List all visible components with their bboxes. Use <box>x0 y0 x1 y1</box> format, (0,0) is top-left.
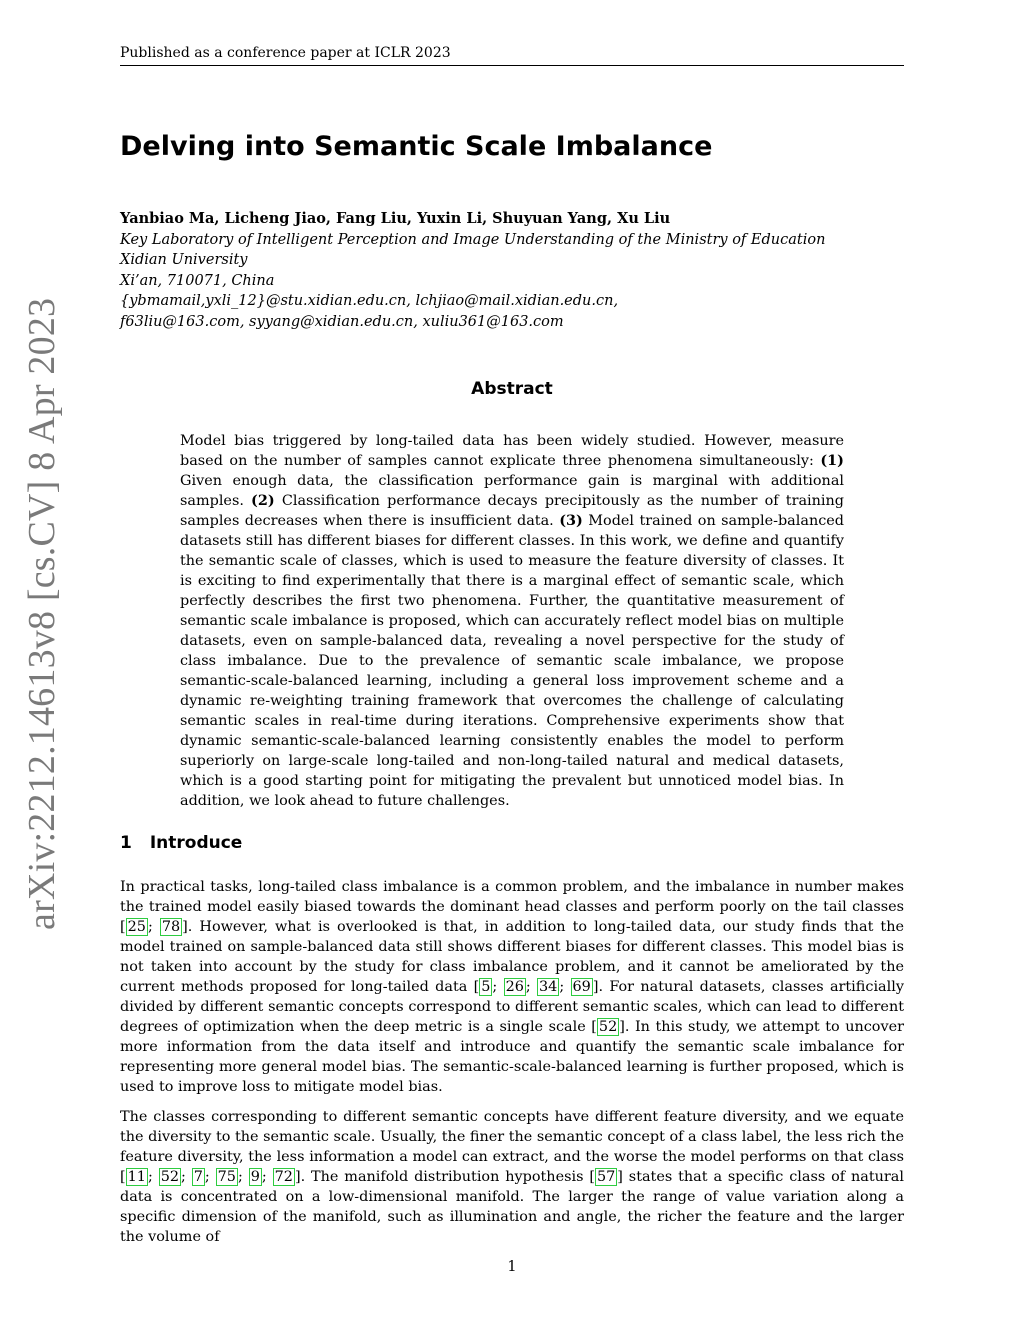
email-line: {ybmamail,yxli_12}@stu.xidian.edu.cn, lchjiao@mail.xidian.edu.cn, <box>120 293 619 310</box>
citation-link[interactable]: 34 <box>539 979 558 995</box>
phenomenon-marker: (1) <box>820 452 844 469</box>
section-number: 1 <box>120 833 132 853</box>
citation-link[interactable]: 11 <box>127 1169 146 1185</box>
arxiv-identifier[interactable]: arXiv:2212.14613v8 [cs.CV] 8 Apr 2023 <box>21 297 63 930</box>
section-title: Introduce <box>149 833 243 853</box>
paper-title: Delving into Semantic Scale Imbalance <box>120 131 713 162</box>
citation-link[interactable]: 57 <box>596 1169 616 1185</box>
citation-link[interactable]: 72 <box>274 1169 293 1185</box>
introduction-body <box>120 877 904 1257</box>
citation-link[interactable]: 7 <box>193 1169 203 1185</box>
abstract-heading: Abstract <box>471 379 553 399</box>
intro-paragraph: In practical tasks, long-tailed class imbalance is a common problem, and the imbalance in number makes the trained model easily biased towards the dominant head classes and perform poorly on the tail classes [ 25 ; 78 ]. However, what is overlooked is that, in addition to long-tailed data, our study finds that the model trained on sample-balanced data still shows different biases for different classes. This model bias is not taken into account by the study for class imbalance problem, and it cannot be ameliorated by the current methods proposed for long-tailed data [ 5 ; 26 ; 34 ; 69 ]. For natural datasets, classes artificially divided by different semantic concepts correspond to different semantic scales, which can lead to different degrees of optimization when the deep metric is a single scale [ 52 ]. In this study, we attempt to uncover more information from the data itself and introduce and quantify the semantic scale imbalance for representing more general model bias. The semantic-scale-balanced learning is further proposed, which is used to improve loss to mitigate model bias. <box>120 879 904 1095</box>
author-names: Yanbiao Ma, Licheng Jiao, Fang Liu, Yuxin Li, Shuyuan Yang, Xu Liu <box>120 210 671 227</box>
author-block <box>120 209 920 333</box>
citation-link[interactable]: 78 <box>161 919 181 935</box>
email-line: f63liu@163.com, syyang@xidian.edu.cn, xuliu361@163.com <box>120 313 564 330</box>
section-heading <box>120 833 242 853</box>
running-header: Published as a conference paper at ICLR 2023 <box>120 44 904 66</box>
abstract-body: Model bias triggered by long-tailed data has been widely studied. However, measure based on the number of samples cannot explicate three phenomena simultaneously: (1) Given enough data, the classification performance gain is marginal with additional samples. (2) Classification performance decays precipitously as the number of training samples decreases when there is insufficient data. (3) Model trained on sample-balanced datasets still has different biases for different classes. In this work, we define and quantify the semantic scale of classes, which is used to measure the feature diversity of classes. It is exciting to find experimentally that there is a marginal effect of semantic scale, which perfectly describes the first two phenomena. Further, the quantitative measurement of semantic scale imbalance is proposed, which can accurately reflect model bias on multiple datasets, even on sample-balanced data, revealing a novel perspective for the study of class imbalance. Due to the prevalence of semantic scale imbalance, we propose semantic-scale-balanced learning, including a general loss improvement scheme and a dynamic re-weighting training framework that overcomes the challenge of calculating semantic scales in real-time during iterations. Comprehensive experiments show that dynamic semantic-scale-balanced learning consistently enables the model to perform superiorly on large-scale long-tailed and non-long-tailed natural and medical datasets, which is a good starting point for mitigating the prevalent but unnoticed model bias. In addition, we look ahead to future challenges. <box>180 433 844 809</box>
citation-link[interactable]: 52 <box>160 1169 179 1185</box>
citation-link[interactable]: 5 <box>481 979 491 995</box>
intro-paragraph: The classes corresponding to different semantic concepts have different feature diversity, and we equate the diversity to the semantic scale. Usually, the finer the semantic concept of a class label, the less rich the feature diversity, the less information a model can extract, and the worse the model performs on that class [ 11 ; 52 ; 7 ; 75 ; 9 ; 72 ]. The manifold distribution hypothesis [ 57 ] states that a specific class of natural data is concentrated on a low-dimensional manifold. The larger the range of value variation along a specific dimension of the manifold, such as illumination and angle, the richer the feature and the larger the volume of <box>120 1109 904 1245</box>
affiliation-line: Key Laboratory of Intelligent Perception and Image Understanding of the Ministry of Education <box>120 231 826 248</box>
citation-link[interactable]: 26 <box>505 979 524 995</box>
citation-link[interactable]: 9 <box>250 1169 260 1185</box>
affiliation-line: Xidian University <box>120 252 248 269</box>
affiliation-line: Xi’an, 710071, China <box>120 272 275 289</box>
citation-link[interactable]: 75 <box>217 1169 236 1185</box>
phenomenon-marker: (3) <box>559 512 583 529</box>
citation-link[interactable]: 25 <box>127 919 146 935</box>
page-number: 1 <box>507 1259 517 1275</box>
citation-link[interactable]: 69 <box>572 979 591 995</box>
citation-link[interactable]: 52 <box>598 1019 618 1035</box>
phenomenon-marker: (2) <box>251 492 275 509</box>
